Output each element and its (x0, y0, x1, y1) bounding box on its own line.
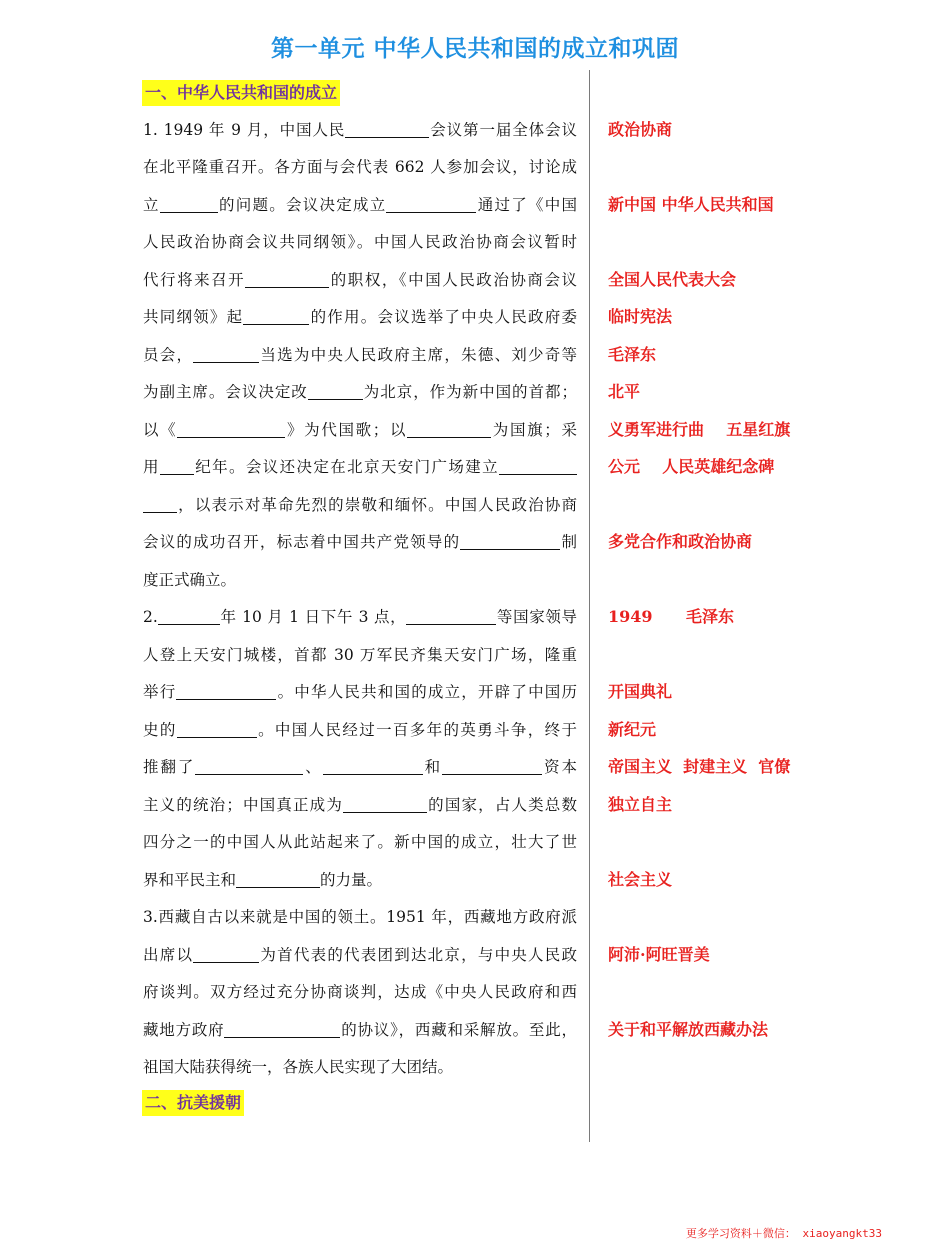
answer-13: 帝国主义 封建主义 官僚 (608, 757, 791, 776)
text-line-10: 用 纪年。会议还决定在北京天安门广场建立 (143, 454, 577, 480)
answer-17: 关于和平解放西藏办法 (608, 1020, 769, 1039)
answer-blank (407, 420, 491, 438)
answer-16: 阿沛·阿旺晋美 (608, 945, 710, 964)
answer-blank (224, 1020, 340, 1038)
answer-blank (177, 420, 285, 438)
text-line-26: 祖国大陆获得统一，各族人民实现了大团结。 (143, 1058, 454, 1076)
text-line-22: 3.西藏自古以来就是中国的领土。1951 年，西藏地方政府派 (143, 908, 577, 926)
answer-blank (345, 120, 429, 138)
section-heading-1: 一、中华人民共和国的成立 (142, 80, 340, 106)
answer-blank (160, 457, 194, 475)
text-line-19: 主义的统治；中国真正成为 的国家，占人类总数 (143, 796, 577, 814)
answer-blank (236, 870, 320, 888)
text-line-6: 共同纲领》起 的作用。会议选举了中央人民政府委 (143, 308, 577, 326)
answer-blank (386, 195, 476, 213)
answer-3: 全国人民代表大会 (608, 270, 737, 289)
answer-14: 独立自主 (608, 795, 673, 814)
answer-blank (176, 682, 276, 700)
text-line-23: 出席以 为首代表的代表团到达北京，与中央人民政 (143, 946, 577, 964)
text-line-5: 代行将来召开 的职权，《中国人民政治协商会议 (143, 271, 577, 289)
answer-4: 临时宪法 (608, 307, 673, 326)
answer-blank (243, 307, 309, 325)
answer-7: 义勇军进行曲 五星红旗 (608, 420, 791, 439)
text-line-25: 藏地方政府 的协议》，西藏和采解放。至此， (143, 1021, 577, 1039)
text-line-11: ，以表示对革命先烈的崇敬和缅怀。中国人民政治协商 (143, 492, 577, 518)
answer-9: 多党合作和政治协商 (608, 532, 753, 551)
text-line-7: 员会， 当选为中央人民政府主席，朱德、刘少奇等 (143, 346, 577, 364)
answer-2: 新中国 中华人民共和国 (608, 195, 774, 214)
text-line-24: 府谈判。双方经过充分协商谈判，达成《中央人民政府和西 (143, 983, 577, 1001)
text-line-14: 2. 年 10 月 1 日下午 3 点， 等国家领导 (143, 608, 577, 626)
text-line-3: 立 的问题。会议决定成立 通过了《中国 (143, 196, 577, 214)
answer-blank (308, 382, 363, 400)
text-line-17: 史的 。中国人民经过一百多年的英勇斗争，终于 (143, 721, 577, 739)
text-line-18: 推翻了 、 和 资本 (143, 758, 577, 776)
answer-blank (460, 532, 560, 550)
answer-12: 新纪元 (608, 720, 657, 739)
answer-15: 社会主义 (608, 870, 673, 889)
answer-5: 毛泽东 (608, 345, 657, 364)
answer-blank (160, 195, 218, 213)
answer-11: 开国典礼 (608, 682, 673, 701)
text-line-8: 为副主席。会议决定改 为北京，作为新中国的首都； (143, 383, 577, 401)
answer-8: 公元 人民英雄纪念碑 (608, 457, 775, 476)
answer-6: 北平 (608, 382, 641, 401)
text-line-21: 界和平民主和 的力量。 (143, 871, 383, 889)
answer-10: 1949 毛泽东 (608, 607, 734, 626)
answer-blank (442, 757, 542, 775)
answer-blank (406, 607, 496, 625)
text-line-1: 1. 1949 年 9 月，中国人民 会议第一届全体会议 (143, 121, 577, 139)
text-line-15: 人登上天安门城楼，首都 30 万军民齐集天安门广场，隆重 (143, 646, 577, 664)
answer-blank (195, 757, 303, 775)
answer-blank (193, 945, 259, 963)
answer-blank (158, 607, 220, 625)
text-line-13: 度正式确立。 (143, 571, 237, 589)
answer-blank (193, 345, 259, 363)
page-title: 第一单元 中华人民共和国的成立和巩固 (270, 36, 679, 62)
text-line-9: 以《 》为代国歌；以 为国旗；采 (143, 421, 577, 439)
answer-blank (323, 757, 423, 775)
answer-blank (143, 495, 177, 513)
text-line-2: 在北平隆重召开。各方面与会代表 662 人参加会议，讨论成 (143, 158, 577, 176)
answer-blank (177, 720, 257, 738)
section-heading-2: 二、抗美援朝 (142, 1090, 244, 1116)
text-line-4: 人民政治协商会议共同纲领》。中国人民政治协商会议暂时 (143, 233, 577, 251)
text-line-12: 会议的成功召开，标志着中国共产党领导的 制 (143, 533, 577, 551)
answer-blank (343, 795, 427, 813)
footer-watermark: 更多学习资料＋微信： xiaoyangkt33 (685, 1227, 882, 1240)
text-line-16: 举行 。中华人民共和国的成立，开辟了中国历 (143, 683, 577, 701)
column-divider (589, 70, 590, 1142)
answer-blank (499, 457, 577, 475)
answer-blank (245, 270, 329, 288)
text-line-20: 四分之一的中国人从此站起来了。新中国的成立，壮大了世 (143, 833, 577, 851)
answer-1: 政治协商 (608, 120, 673, 139)
